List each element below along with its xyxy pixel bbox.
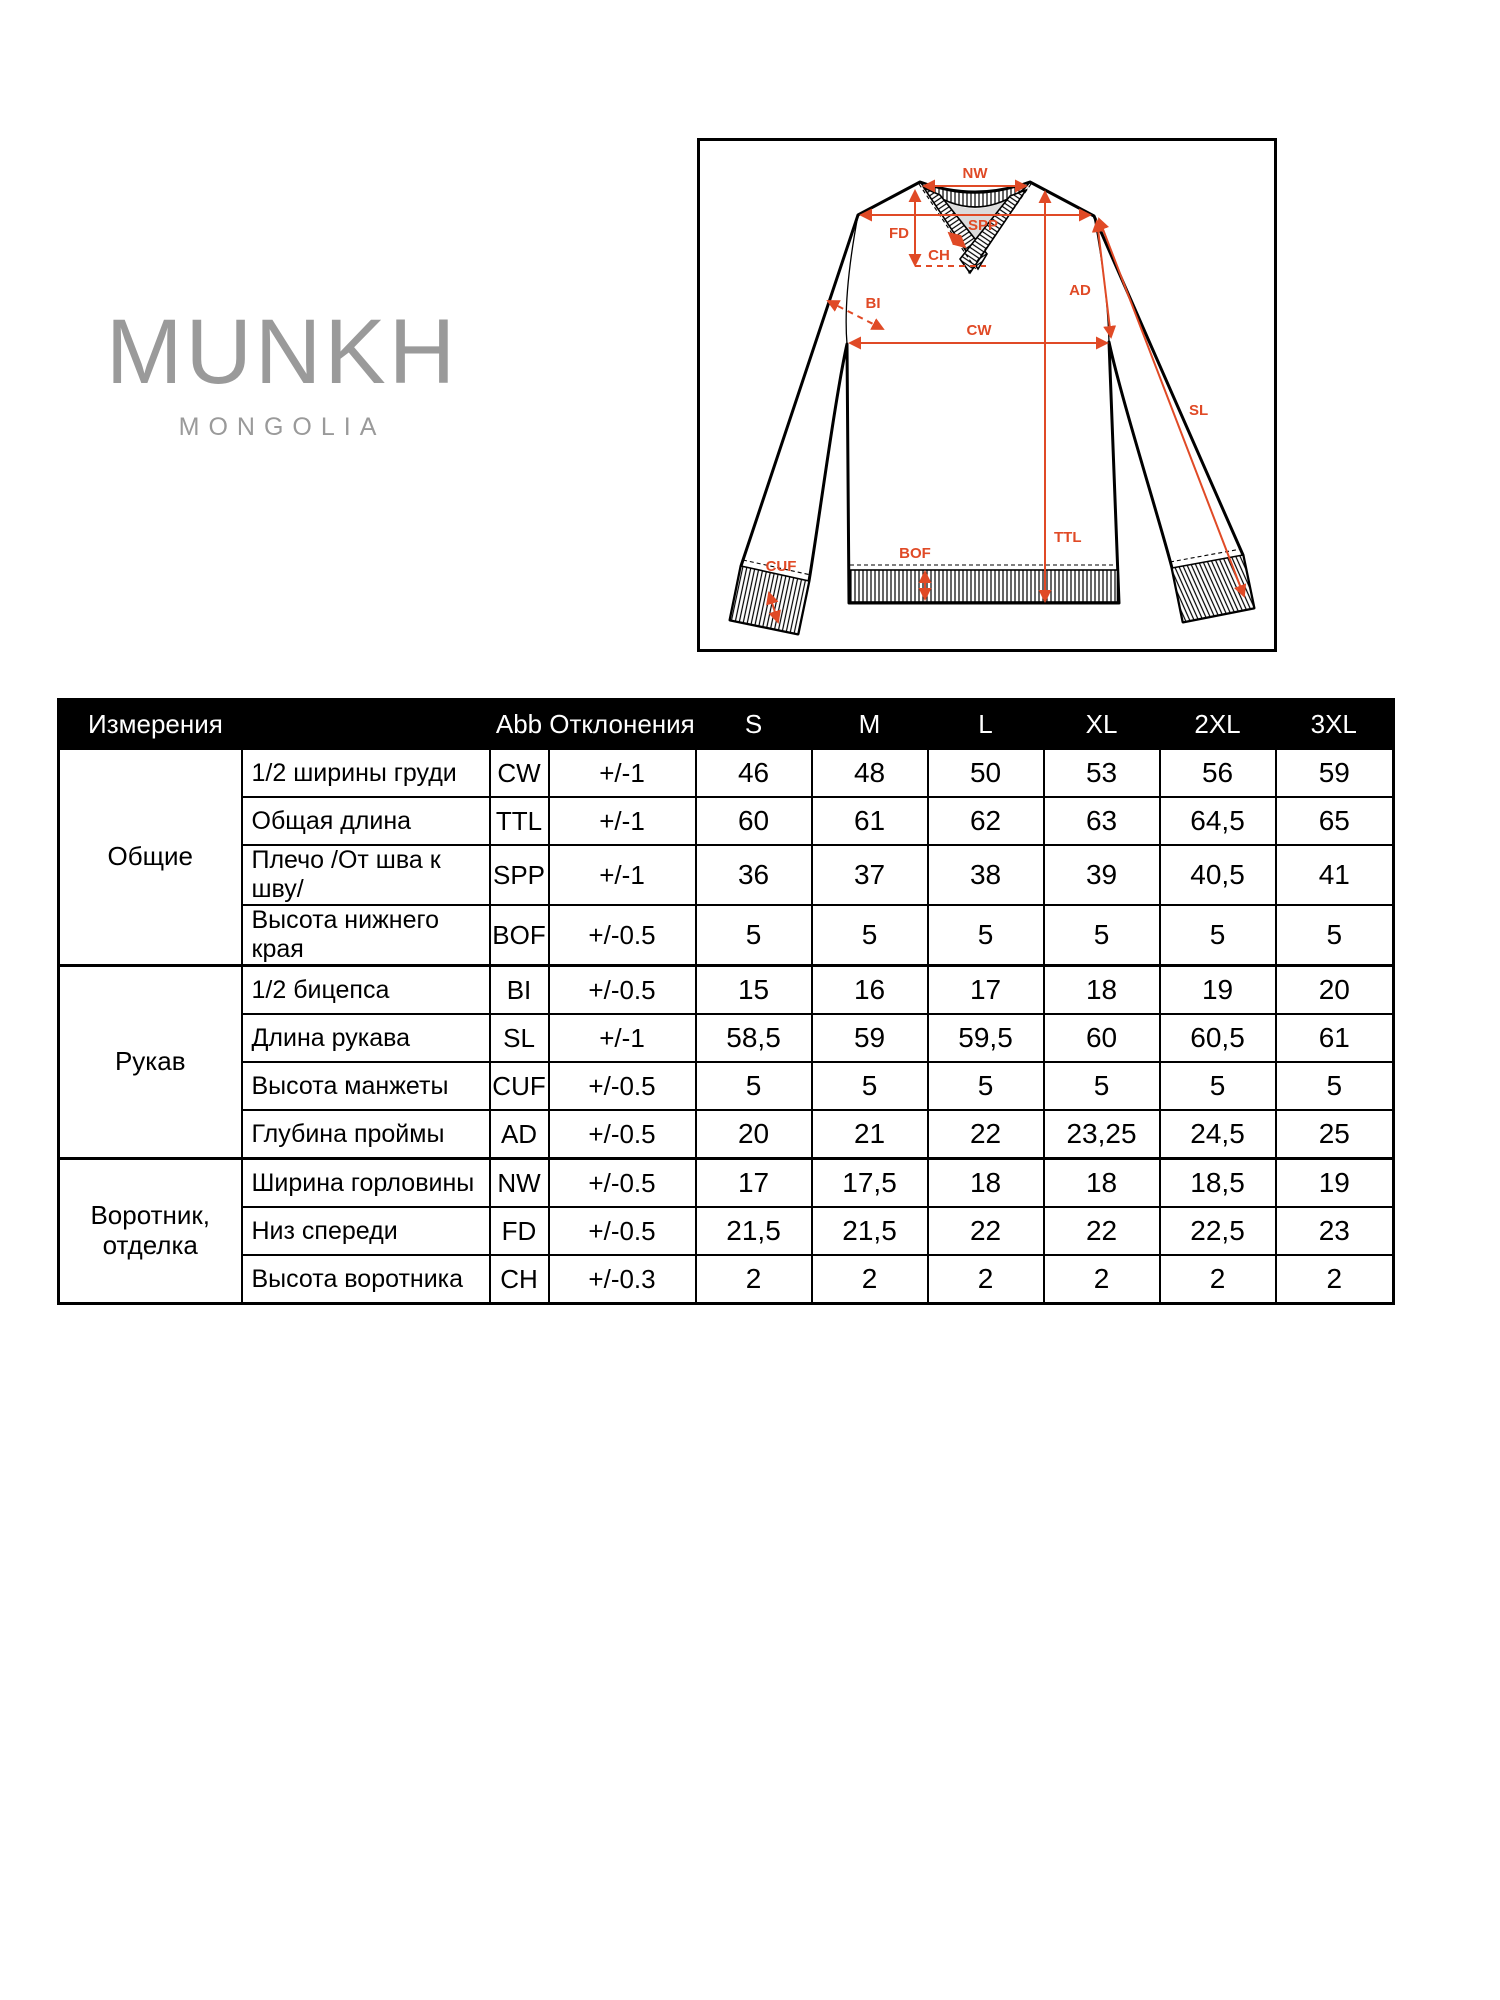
- value-cell: 59,5: [928, 1014, 1044, 1062]
- value-cell: 5: [1276, 905, 1394, 966]
- abb-cell: CH: [490, 1255, 549, 1304]
- value-cell: 60: [1044, 1014, 1160, 1062]
- value-cell: 64,5: [1160, 797, 1276, 845]
- measurement-label: 1/2 ширины груди: [242, 749, 490, 798]
- value-cell: 59: [1276, 749, 1394, 798]
- value-cell: 25: [1276, 1110, 1394, 1159]
- value-cell: 39: [1044, 845, 1160, 905]
- label-ch: CH: [928, 247, 950, 264]
- deviation-cell: +/-1: [549, 749, 696, 798]
- abb-cell: CW: [490, 749, 549, 798]
- deviation-cell: +/-0.3: [549, 1255, 696, 1304]
- measurement-label: Высота манжеты: [242, 1062, 490, 1110]
- deviation-cell: +/-0.5: [549, 1207, 696, 1255]
- value-cell: 19: [1276, 1159, 1394, 1208]
- brand-subtitle: MONGOLIA: [178, 413, 386, 441]
- measurement-label: Ширина горловины: [242, 1159, 490, 1208]
- value-cell: 53: [1044, 749, 1160, 798]
- value-cell: 5: [1044, 1062, 1160, 1110]
- value-cell: 22: [1044, 1207, 1160, 1255]
- table-row: [59, 1014, 1394, 1062]
- table-row: [59, 1255, 1394, 1304]
- value-cell: 19: [1160, 966, 1276, 1015]
- value-cell: 41: [1276, 845, 1394, 905]
- value-cell: 36: [696, 845, 812, 905]
- value-cell: 46: [696, 749, 812, 798]
- measurement-label: Высота нижнего края: [242, 905, 490, 966]
- measurement-label: Длина рукава: [242, 1014, 490, 1062]
- sweater-measurement-diagram: [697, 138, 1277, 652]
- table-row: [59, 966, 1394, 1015]
- header-deviation: Отклонения: [549, 700, 696, 749]
- size-table: [57, 698, 1395, 1305]
- value-cell: 65: [1276, 797, 1394, 845]
- abb-cell: CUF: [490, 1062, 549, 1110]
- value-cell: 2: [812, 1255, 928, 1304]
- value-cell: 61: [812, 797, 928, 845]
- group-cell: Рукав: [59, 966, 242, 1159]
- abb-cell: BOF: [490, 905, 549, 966]
- deviation-cell: +/-1: [549, 797, 696, 845]
- value-cell: 61: [1276, 1014, 1394, 1062]
- value-cell: 22: [928, 1207, 1044, 1255]
- value-cell: 22,5: [1160, 1207, 1276, 1255]
- deviation-cell: +/-0.5: [549, 905, 696, 966]
- value-cell: 21,5: [696, 1207, 812, 1255]
- value-cell: 15: [696, 966, 812, 1015]
- value-cell: 5: [696, 1062, 812, 1110]
- hem-ribbing: [851, 570, 1118, 602]
- value-cell: 48: [812, 749, 928, 798]
- value-cell: 2: [928, 1255, 1044, 1304]
- value-cell: 18: [928, 1159, 1044, 1208]
- value-cell: 5: [928, 1062, 1044, 1110]
- value-cell: 5: [812, 1062, 928, 1110]
- measurement-label: Плечо /От шва к шву/: [242, 845, 490, 905]
- value-cell: 2: [1044, 1255, 1160, 1304]
- value-cell: 21,5: [812, 1207, 928, 1255]
- header-size-3xl: 3XL: [1276, 700, 1394, 749]
- value-cell: 20: [696, 1110, 812, 1159]
- value-cell: 5: [928, 905, 1044, 966]
- group-cell: Общие: [59, 749, 242, 966]
- header-measurements: Измерения: [59, 700, 490, 749]
- label-ad: AD: [1069, 282, 1091, 299]
- value-cell: 21: [812, 1110, 928, 1159]
- value-cell: 62: [928, 797, 1044, 845]
- label-spp: SPP: [967, 217, 999, 234]
- value-cell: 17: [696, 1159, 812, 1208]
- abb-cell: BI: [490, 966, 549, 1015]
- group-cell: Воротник, отделка: [59, 1159, 242, 1304]
- abb-cell: FD: [490, 1207, 549, 1255]
- abb-cell: SL: [490, 1014, 549, 1062]
- label-cw: CW: [966, 322, 992, 339]
- value-cell: 20: [1276, 966, 1394, 1015]
- value-cell: 38: [928, 845, 1044, 905]
- table-header-row: [59, 700, 1394, 749]
- header-size-m: M: [812, 700, 928, 749]
- label-sl: SL: [1189, 402, 1209, 419]
- label-bof: BOF: [899, 545, 931, 562]
- value-cell: 60,5: [1160, 1014, 1276, 1062]
- value-cell: 2: [696, 1255, 812, 1304]
- value-cell: 2: [1276, 1255, 1394, 1304]
- label-ttl: TTL: [1054, 529, 1082, 546]
- label-cuf: CUF: [765, 558, 797, 575]
- label-fd: FD: [889, 225, 909, 242]
- table-row: [59, 1159, 1394, 1208]
- value-cell: 56: [1160, 749, 1276, 798]
- value-cell: 2: [1160, 1255, 1276, 1304]
- header-size-xl: XL: [1044, 700, 1160, 749]
- table-row: [59, 845, 1394, 905]
- value-cell: 50: [928, 749, 1044, 798]
- value-cell: 5: [1044, 905, 1160, 966]
- table-row: [59, 1110, 1394, 1159]
- value-cell: 5: [1160, 1062, 1276, 1110]
- value-cell: 58,5: [696, 1014, 812, 1062]
- value-cell: 5: [1276, 1062, 1394, 1110]
- table-row: [59, 749, 1394, 798]
- value-cell: 18,5: [1160, 1159, 1276, 1208]
- value-cell: 18: [1044, 966, 1160, 1015]
- abb-cell: TTL: [490, 797, 549, 845]
- brand-logo: [62, 301, 502, 442]
- value-cell: 18: [1044, 1159, 1160, 1208]
- brand-name: MUNKH: [105, 301, 459, 403]
- deviation-cell: +/-0.5: [549, 966, 696, 1015]
- value-cell: 17: [928, 966, 1044, 1015]
- value-cell: 23,25: [1044, 1110, 1160, 1159]
- value-cell: 37: [812, 845, 928, 905]
- measurement-label: Глубина проймы: [242, 1110, 490, 1159]
- value-cell: 60: [696, 797, 812, 845]
- deviation-cell: +/-0.5: [549, 1159, 696, 1208]
- value-cell: 5: [1160, 905, 1276, 966]
- deviation-cell: +/-0.5: [549, 1062, 696, 1110]
- table-row: [59, 797, 1394, 845]
- value-cell: 16: [812, 966, 928, 1015]
- value-cell: 5: [812, 905, 928, 966]
- value-cell: 63: [1044, 797, 1160, 845]
- label-nw: NW: [962, 165, 988, 182]
- header-size-2xl: 2XL: [1160, 700, 1276, 749]
- label-bi: BI: [865, 295, 881, 312]
- abb-cell: SPP: [490, 845, 549, 905]
- header-abb: Abb: [490, 700, 549, 749]
- value-cell: 40,5: [1160, 845, 1276, 905]
- abb-cell: AD: [490, 1110, 549, 1159]
- deviation-cell: +/-1: [549, 1014, 696, 1062]
- deviation-cell: +/-0.5: [549, 1110, 696, 1159]
- value-cell: 22: [928, 1110, 1044, 1159]
- value-cell: 24,5: [1160, 1110, 1276, 1159]
- deviation-cell: +/-1: [549, 845, 696, 905]
- table-row: [59, 1207, 1394, 1255]
- header-size-l: L: [928, 700, 1044, 749]
- value-cell: 5: [696, 905, 812, 966]
- measurement-label: Общая длина: [242, 797, 490, 845]
- table-row: [59, 1062, 1394, 1110]
- value-cell: 59: [812, 1014, 928, 1062]
- measurement-label: Высота воротника: [242, 1255, 490, 1304]
- value-cell: 17,5: [812, 1159, 928, 1208]
- header-size-s: S: [696, 700, 812, 749]
- value-cell: 23: [1276, 1207, 1394, 1255]
- table-row: [59, 905, 1394, 966]
- measurement-label: Низ спереди: [242, 1207, 490, 1255]
- measurement-label: 1/2 бицепса: [242, 966, 490, 1015]
- abb-cell: NW: [490, 1159, 549, 1208]
